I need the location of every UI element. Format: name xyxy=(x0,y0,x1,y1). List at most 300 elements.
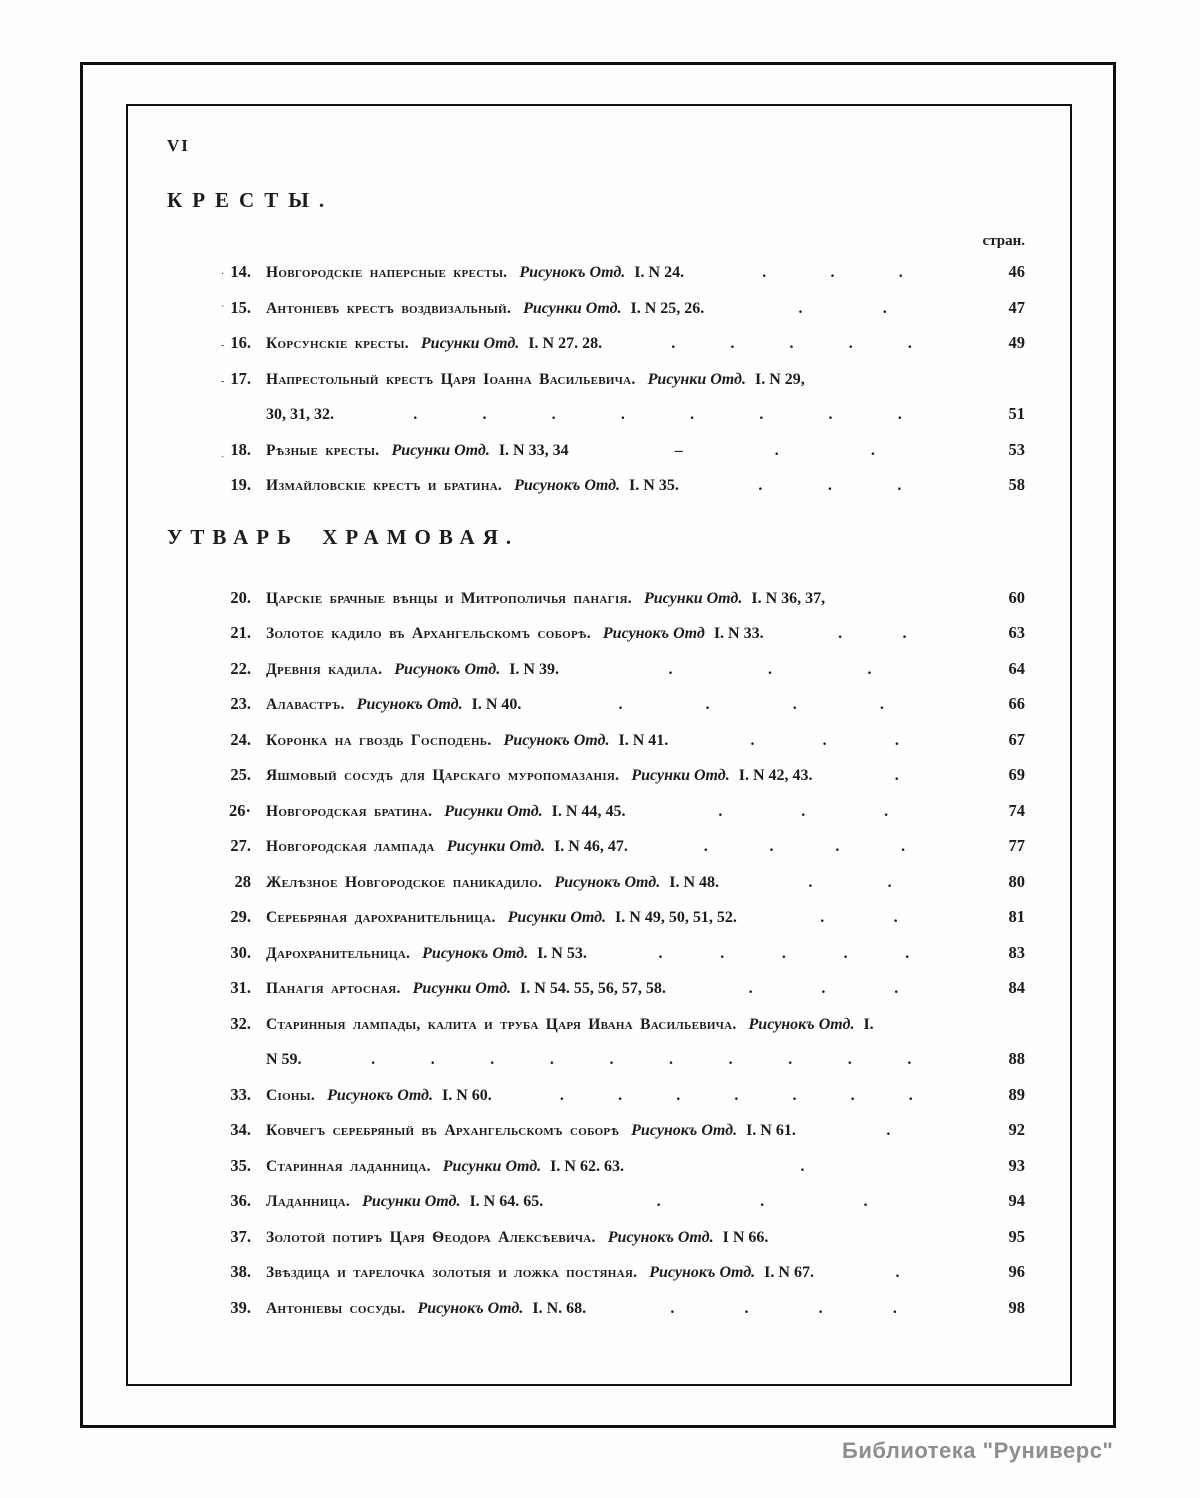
dot-leader: . xyxy=(371,1051,376,1068)
dot-leader: . xyxy=(430,1051,435,1068)
dot-leader: . xyxy=(818,1299,823,1317)
dot-leader-group xyxy=(682,732,967,750)
entry-number: 20. xyxy=(230,587,251,607)
entry-number: 23. xyxy=(230,694,251,713)
dot-leader: . xyxy=(767,660,772,678)
dot-leader-group xyxy=(810,1122,967,1140)
toc-entry-row xyxy=(129,623,1068,659)
entry-page-number: 60 xyxy=(1008,587,1025,607)
margin-mark: - xyxy=(221,375,225,387)
entry-page-number: 64 xyxy=(1008,658,1025,678)
entry-page-number: 69 xyxy=(1008,765,1025,784)
dot-leader: . xyxy=(808,873,813,891)
dot-leader: . xyxy=(895,1264,900,1281)
entry-number: 17. xyxy=(230,368,251,388)
entry-title: Алавастръ. xyxy=(266,696,345,713)
entry-title: Корсунскіе кресты. xyxy=(266,335,409,352)
entry-page-number: 47 xyxy=(1008,297,1025,317)
entry-number: 35. xyxy=(230,1155,251,1175)
dot-leader-group xyxy=(639,803,967,821)
dot-leader: . xyxy=(828,406,833,423)
dot-leader: . xyxy=(821,980,826,997)
page-number: VI xyxy=(167,136,190,155)
dot-leader: . xyxy=(902,625,907,642)
entry-title: Дарохранительница. xyxy=(266,944,411,962)
dot-leader: . xyxy=(847,1051,852,1068)
toc-entry-row xyxy=(129,588,1068,624)
dot-leader: . xyxy=(884,802,889,820)
toc-entry-row xyxy=(129,440,1068,476)
entry-number-box xyxy=(167,1227,251,1247)
dot-leader: . xyxy=(549,1051,554,1068)
toc-entry-row xyxy=(129,907,1068,943)
entry-page-number: 93 xyxy=(1008,1155,1025,1175)
dot-leader: . xyxy=(703,838,708,855)
dot-leader: . xyxy=(705,696,710,713)
entry-number-box xyxy=(167,907,251,927)
dot-leader-group xyxy=(583,442,967,460)
dot-leader: . xyxy=(848,335,853,352)
entry-figure-ref: Рисунки Отд. xyxy=(507,909,607,926)
entry-figure-ref: Рисунки Отд. xyxy=(444,802,543,820)
entry-title: Рѣзные кресты. xyxy=(266,441,380,459)
entry-number-box xyxy=(167,943,251,963)
entry-title: Звѣздица и тарелочка золотыя и ложка постяная. xyxy=(266,1264,638,1281)
dot-leader: . xyxy=(670,1299,675,1317)
entry-figure-numbers: I. N 39. xyxy=(509,660,559,678)
entry-figure-numbers: I. N 40. xyxy=(471,696,522,713)
entry-figure-ref: Рисунокъ Отд. xyxy=(503,731,610,749)
pages-column-header: стран. xyxy=(982,233,1025,249)
dot-leader: . xyxy=(800,1157,805,1175)
toc-entry-row xyxy=(129,1085,1068,1121)
dot-leader: . xyxy=(838,625,843,642)
entry-title: Измайловскіе крестъ и братина. xyxy=(266,477,503,494)
dot-leader: . xyxy=(559,1086,564,1104)
dot-leader: . xyxy=(750,731,755,749)
dot-leader: . xyxy=(887,873,892,891)
dot-leader: . xyxy=(886,1122,891,1139)
entry-number-box xyxy=(167,1014,251,1034)
entry-figure-ref: Рисунокъ Отд. xyxy=(422,944,529,962)
toc-entry-row xyxy=(129,298,1068,334)
entry-figure-ref: Рисунокъ Отд. xyxy=(327,1086,433,1104)
dot-leader: . xyxy=(762,264,767,281)
entry-title: Старинныя лампады, калита и труба Царя Ивана Васильевича. xyxy=(266,1015,737,1033)
toc-entry-row xyxy=(129,1120,1068,1156)
entry-figure-ref: Рисунокъ Отд. xyxy=(649,1264,756,1281)
toc-entry-row xyxy=(129,1262,1068,1298)
entry-figure-numbers: I. N 27. 28. xyxy=(528,335,603,352)
entry-number: 31. xyxy=(230,978,251,997)
dot-leader: . xyxy=(798,299,803,317)
toc-entry-row xyxy=(129,1298,1068,1334)
entry-number: 21. xyxy=(230,623,251,642)
dot-leader: . xyxy=(669,1051,674,1068)
entry-figure-numbers: I. N 62. 63. xyxy=(550,1157,624,1175)
entry-number: 16. xyxy=(230,333,251,352)
dot-leader: . xyxy=(671,335,676,352)
toc-entry-row xyxy=(129,1227,1068,1263)
entry-continuation: 30, 31, 32. xyxy=(266,406,334,423)
toc-entry-row xyxy=(129,475,1068,511)
dot-leader: . xyxy=(728,1051,733,1068)
dot-leader: . xyxy=(894,767,899,784)
toc-entry-row xyxy=(129,369,1068,405)
toc-entry-row xyxy=(129,943,1068,979)
dot-leader: . xyxy=(905,944,910,962)
dot-leader-group xyxy=(778,625,967,643)
entry-title: Коронка на гвоздь Господень. xyxy=(266,731,492,749)
dot-leader: . xyxy=(901,838,906,855)
margin-mark: ‐ xyxy=(221,340,225,351)
entry-figure-numbers: I. N 49, 50, 51, 52. xyxy=(615,909,737,926)
dot-leader: . xyxy=(835,838,840,855)
entry-figure-numbers: I. N 64. 65. xyxy=(469,1193,544,1210)
dot-leader: . xyxy=(792,696,797,713)
entry-title: Ладанница. xyxy=(266,1193,351,1210)
dot-leader: . xyxy=(907,1051,912,1068)
dot-leader-group xyxy=(698,264,967,282)
dot-leader: . xyxy=(898,264,903,281)
entry-number: 34. xyxy=(230,1120,251,1139)
dot-leader: . xyxy=(618,696,623,713)
entry-figure-ref: Рисунокъ Отд. xyxy=(519,264,626,281)
entry-title: Желѣзное Новгородское паникадило. xyxy=(266,873,543,891)
dot-leader: . xyxy=(718,802,723,820)
entry-page-number: 77 xyxy=(1008,836,1025,855)
dot-leader: . xyxy=(789,335,794,352)
dot-leader: . xyxy=(551,406,556,423)
dot-leader: . xyxy=(758,477,763,494)
entry-figure-ref: Рисунки Отд. xyxy=(391,441,490,459)
entry-figure-ref: Рисунки Отд. xyxy=(442,1157,542,1175)
entry-title: Яшмовый сосудъ для Царскаго муропомазанія. xyxy=(266,767,620,784)
entry-number-box xyxy=(167,298,251,318)
entry-figure-ref: Рисунокъ Отд. xyxy=(514,477,621,494)
dot-leader-group xyxy=(557,1193,967,1211)
entry-number-box xyxy=(167,262,251,282)
section-heading: КРЕСТЫ. xyxy=(167,188,335,212)
entry-number: 36. xyxy=(230,1191,251,1210)
entry-number: 14. xyxy=(230,262,251,281)
dot-leader: . xyxy=(744,1299,749,1317)
dot-leader-group xyxy=(535,696,967,714)
entry-number-box xyxy=(167,872,251,892)
entry-figure-numbers: I. xyxy=(863,1015,874,1033)
margin-mark: ˏ xyxy=(221,446,225,458)
dot-leader: . xyxy=(720,944,725,962)
dot-leader: . xyxy=(676,1086,681,1104)
entry-figure-numbers: I. N 41. xyxy=(618,731,669,749)
entry-figure-ref: Рисунокъ Отд. xyxy=(748,1015,855,1033)
dot-leader-group xyxy=(718,300,967,318)
entry-number-box xyxy=(167,440,251,460)
dot-leader: . xyxy=(781,944,786,962)
dot-leader: . xyxy=(690,406,695,423)
dot-leader-group xyxy=(680,980,967,998)
entry-page-number: 81 xyxy=(1008,907,1025,926)
entry-number-box xyxy=(167,588,251,608)
toc-entry-row xyxy=(129,1156,1068,1192)
toc-entry-row xyxy=(129,1191,1068,1227)
dot-leader: . xyxy=(867,660,872,678)
entry-number: 39. xyxy=(230,1297,251,1317)
dot-leader: . xyxy=(870,441,875,459)
entry-page-number: 74 xyxy=(1008,800,1025,820)
dot-leader-group xyxy=(616,335,967,353)
entry-page-number: 84 xyxy=(1008,978,1025,997)
dot-leader: . xyxy=(759,406,764,423)
entry-figure-numbers: I. N 60. xyxy=(442,1086,492,1104)
entry-figure-numbers: I N 66. xyxy=(722,1228,769,1246)
entry-title: Древнія кадила. xyxy=(266,660,383,678)
dot-leader: . xyxy=(897,477,902,494)
dot-leader: . xyxy=(879,696,884,713)
section-entries xyxy=(129,588,1068,1334)
toc-content xyxy=(129,106,1068,1333)
entry-page-number: 49 xyxy=(1008,333,1025,352)
entry-figure-numbers: I. N. 68. xyxy=(532,1299,587,1317)
dot-leader: . xyxy=(893,909,898,926)
entry-title: Царскіе брачные вѣнцы и Митрополичья панагія. xyxy=(266,589,632,607)
entry-figure-numbers: I. N 24. xyxy=(634,264,685,281)
dot-leader: . xyxy=(882,299,887,317)
dot-leader: . xyxy=(822,731,827,749)
entry-number: 26· xyxy=(228,800,251,820)
entry-number-box xyxy=(167,369,251,389)
entry-figure-ref: Рисунки Отд. xyxy=(523,299,622,317)
entry-page-number: 58 xyxy=(1008,475,1025,494)
entry-figure-ref: Рисунки Отд. xyxy=(647,370,746,388)
toc-entry-row xyxy=(129,836,1068,872)
margin-mark: · xyxy=(221,269,225,280)
entry-figure-numbers: I. N 46, 47. xyxy=(554,838,628,855)
dot-leader: . xyxy=(827,477,832,494)
dot-leader: . xyxy=(482,406,487,423)
entry-title: Ковчегъ серебряный въ Архангельскомъ соборѣ xyxy=(266,1122,620,1139)
entry-figure-numbers: I. N 25, 26. xyxy=(630,299,705,317)
section-heading: УТВАРЬ ХРАМОВАЯ. xyxy=(167,524,520,549)
entry-figure-numbers: I. N 35. xyxy=(629,477,679,494)
toc-entry-row xyxy=(129,262,1068,298)
entry-figure-numbers: I. N 67. xyxy=(764,1264,814,1281)
entry-number-box xyxy=(167,1298,251,1318)
toc-entry-continuation-row xyxy=(129,404,1068,440)
entry-figure-numbers: I. N 33. xyxy=(713,625,764,642)
entry-title: Панагія артосная. xyxy=(266,980,401,997)
dot-leader: . xyxy=(801,802,806,820)
entry-number-box xyxy=(167,801,251,821)
dot-leader-group xyxy=(642,838,967,856)
entry-page-number: 92 xyxy=(1008,1120,1025,1139)
toc-entry-row xyxy=(129,978,1068,1014)
entry-figure-numbers: I. N 44, 45. xyxy=(551,802,626,820)
entry-number-box xyxy=(167,730,251,750)
entry-number: 29. xyxy=(230,907,251,926)
dot-leader-group xyxy=(827,767,968,785)
entry-number: 37. xyxy=(230,1226,251,1246)
entry-number-box xyxy=(167,1191,251,1211)
entry-figure-numbers: I. N 61. xyxy=(746,1122,796,1139)
entry-figure-ref: Рисунокъ Отд. xyxy=(417,1299,524,1317)
dot-leader: . xyxy=(894,731,899,749)
entry-figure-numbers: I. N 48. xyxy=(669,873,720,891)
entry-number: 18. xyxy=(230,439,251,459)
dot-leader: . xyxy=(760,1193,765,1210)
entry-page-number: 83 xyxy=(1008,942,1025,962)
entry-figure-ref: Рисунокъ Отд xyxy=(602,625,705,642)
dot-leader: . xyxy=(656,1193,661,1210)
entry-number-box xyxy=(167,1156,251,1176)
toc-entry-row xyxy=(129,801,1068,837)
entry-number: 33. xyxy=(230,1084,251,1104)
dot-leader-group xyxy=(638,1158,967,1176)
toc-entry-row xyxy=(129,730,1068,766)
entry-title: Сіоны. xyxy=(266,1086,316,1104)
entry-page-number: 89 xyxy=(1008,1084,1025,1104)
entry-number-box xyxy=(167,836,251,856)
toc-entry-row xyxy=(129,1014,1068,1050)
entry-number-box xyxy=(167,659,251,679)
entry-title: Золотое кадило въ Архангельскомъ соборѣ. xyxy=(266,625,591,642)
entry-page-number: 67 xyxy=(1008,729,1025,749)
dot-leader: . xyxy=(820,909,825,926)
entry-page-number: 94 xyxy=(1008,1191,1025,1210)
entry-page-number: 80 xyxy=(1008,871,1025,891)
entry-title: Золотой потиръ Царя Ѳеодора Алексѣевича. xyxy=(266,1228,596,1246)
entry-number: 30. xyxy=(230,942,251,962)
entry-title: Старинная ладанница. xyxy=(266,1157,431,1175)
entry-page-number: 66 xyxy=(1008,694,1025,713)
dot-leader-group xyxy=(693,477,967,495)
library-watermark: Библиотека "Руниверс" xyxy=(842,1438,1114,1463)
entry-title: Новгородская братина. xyxy=(266,802,433,820)
table-of-contents xyxy=(129,188,1068,1333)
entry-page-number: 63 xyxy=(1008,623,1025,642)
entry-number-box xyxy=(167,1120,251,1140)
entry-continuation: N 59. xyxy=(266,1051,302,1068)
toc-entry-row xyxy=(129,659,1068,695)
entry-page-number: 53 xyxy=(1008,439,1025,459)
entry-number: 22. xyxy=(230,658,251,678)
dot-leader: . xyxy=(769,838,774,855)
toc-entry-row xyxy=(129,694,1068,730)
dot-leader-group xyxy=(828,1264,967,1282)
entry-figure-ref: Рисунокъ Отд. xyxy=(394,660,501,678)
entry-figure-numbers: I. N 54. 55, 56, 57, 58. xyxy=(520,980,666,997)
dot-leader-group xyxy=(733,874,967,892)
margin-mark: ˊ xyxy=(221,304,225,316)
entry-page-number: 51 xyxy=(1008,404,1025,423)
dot-leader: . xyxy=(618,1086,623,1104)
entry-title: Антоніевы сосуды. xyxy=(266,1299,406,1317)
entry-number: 28 xyxy=(234,871,251,891)
dot-leader: . xyxy=(892,1299,897,1317)
entry-figure-ref: Рисунки Отд. xyxy=(412,980,512,997)
entry-number-box xyxy=(167,623,251,643)
toc-entry-row xyxy=(129,765,1068,801)
entry-figure-numbers: I. N 33, 34 xyxy=(498,441,569,459)
dot-leader: . xyxy=(843,944,848,962)
dot-leader: . xyxy=(830,264,835,281)
entry-number-box xyxy=(167,333,251,353)
entry-figure-numbers: I. N 29, xyxy=(754,370,805,388)
dot-leader: . xyxy=(863,1193,868,1210)
section-entries xyxy=(129,262,1068,511)
dot-leader: . xyxy=(850,1086,855,1104)
dot-leader: . xyxy=(668,660,673,678)
entry-number: 25. xyxy=(230,765,251,784)
entry-page-number: 46 xyxy=(1008,262,1025,281)
entry-figure-ref: Рисунки Отд. xyxy=(643,589,743,607)
entry-page-number: 98 xyxy=(1008,1297,1025,1317)
entry-page-number: 96 xyxy=(1008,1262,1025,1281)
entry-page-number: 95 xyxy=(1008,1226,1025,1246)
entry-number: 27. xyxy=(230,836,251,855)
entry-page-number: 88 xyxy=(1008,1049,1025,1068)
dot-leader: . xyxy=(730,335,735,352)
entry-figure-ref: Рисунокъ Отд. xyxy=(631,1122,738,1139)
dot-leader-group xyxy=(316,1051,967,1069)
entry-figure-ref: Рисунокъ Отд. xyxy=(554,873,661,891)
dot-leader: . xyxy=(774,441,779,459)
toc-entry-row xyxy=(129,333,1068,369)
dot-leader-group xyxy=(600,1300,967,1318)
dot-leader: . xyxy=(748,980,753,997)
entry-number: 24. xyxy=(230,729,251,749)
entry-number-box xyxy=(167,1085,251,1105)
entry-figure-numbers: I. N 36, 37, xyxy=(751,589,826,607)
entry-figure-ref: Рисунки Отд. xyxy=(631,767,730,784)
toc-entry-continuation-row xyxy=(129,1049,1068,1085)
entry-number-box xyxy=(167,1262,251,1282)
entry-number-box xyxy=(167,694,251,714)
entry-title: Новгородская лампада xyxy=(266,838,435,855)
entry-number: 38. xyxy=(230,1262,251,1281)
dot-leader: . xyxy=(413,406,418,423)
entry-figure-ref: Рисунки Отд. xyxy=(446,838,546,855)
dash-leader: – xyxy=(674,441,683,459)
dot-leader-group xyxy=(751,909,967,927)
entry-figure-ref: Рисунокъ Отд. xyxy=(607,1228,714,1246)
dot-leader: . xyxy=(609,1051,614,1068)
entry-number-box xyxy=(167,978,251,998)
entry-figure-ref: Рисунки Отд. xyxy=(362,1193,461,1210)
entry-number: 32. xyxy=(230,1013,251,1033)
entry-title: Напрестольный крестъ Царя Іоанна Васильевича. xyxy=(266,370,636,388)
dot-leader: . xyxy=(908,1086,913,1104)
dot-leader: . xyxy=(788,1051,793,1068)
dot-leader: . xyxy=(792,1086,797,1104)
dot-leader: . xyxy=(894,980,899,997)
dot-leader: . xyxy=(658,944,663,962)
entry-figure-ref: Рисунки Отд. xyxy=(420,335,520,352)
entry-number-box xyxy=(167,765,251,785)
entry-figure-numbers: I. N 42, 43. xyxy=(738,767,813,784)
dot-leader: . xyxy=(734,1086,739,1104)
toc-entry-row xyxy=(129,872,1068,908)
entry-number: 19. xyxy=(230,475,251,494)
entry-title: Антоніевъ крестъ воздвизальный. xyxy=(266,299,512,317)
dot-leader: . xyxy=(897,406,902,423)
dot-leader-group xyxy=(601,945,967,963)
entry-figure-numbers: I. N 53. xyxy=(537,944,587,962)
dot-leader-group xyxy=(348,406,967,424)
entry-number: 15. xyxy=(230,297,251,317)
entry-title: Новгородскіе наперсные кресты. xyxy=(266,264,508,281)
entry-number-box xyxy=(167,475,251,495)
